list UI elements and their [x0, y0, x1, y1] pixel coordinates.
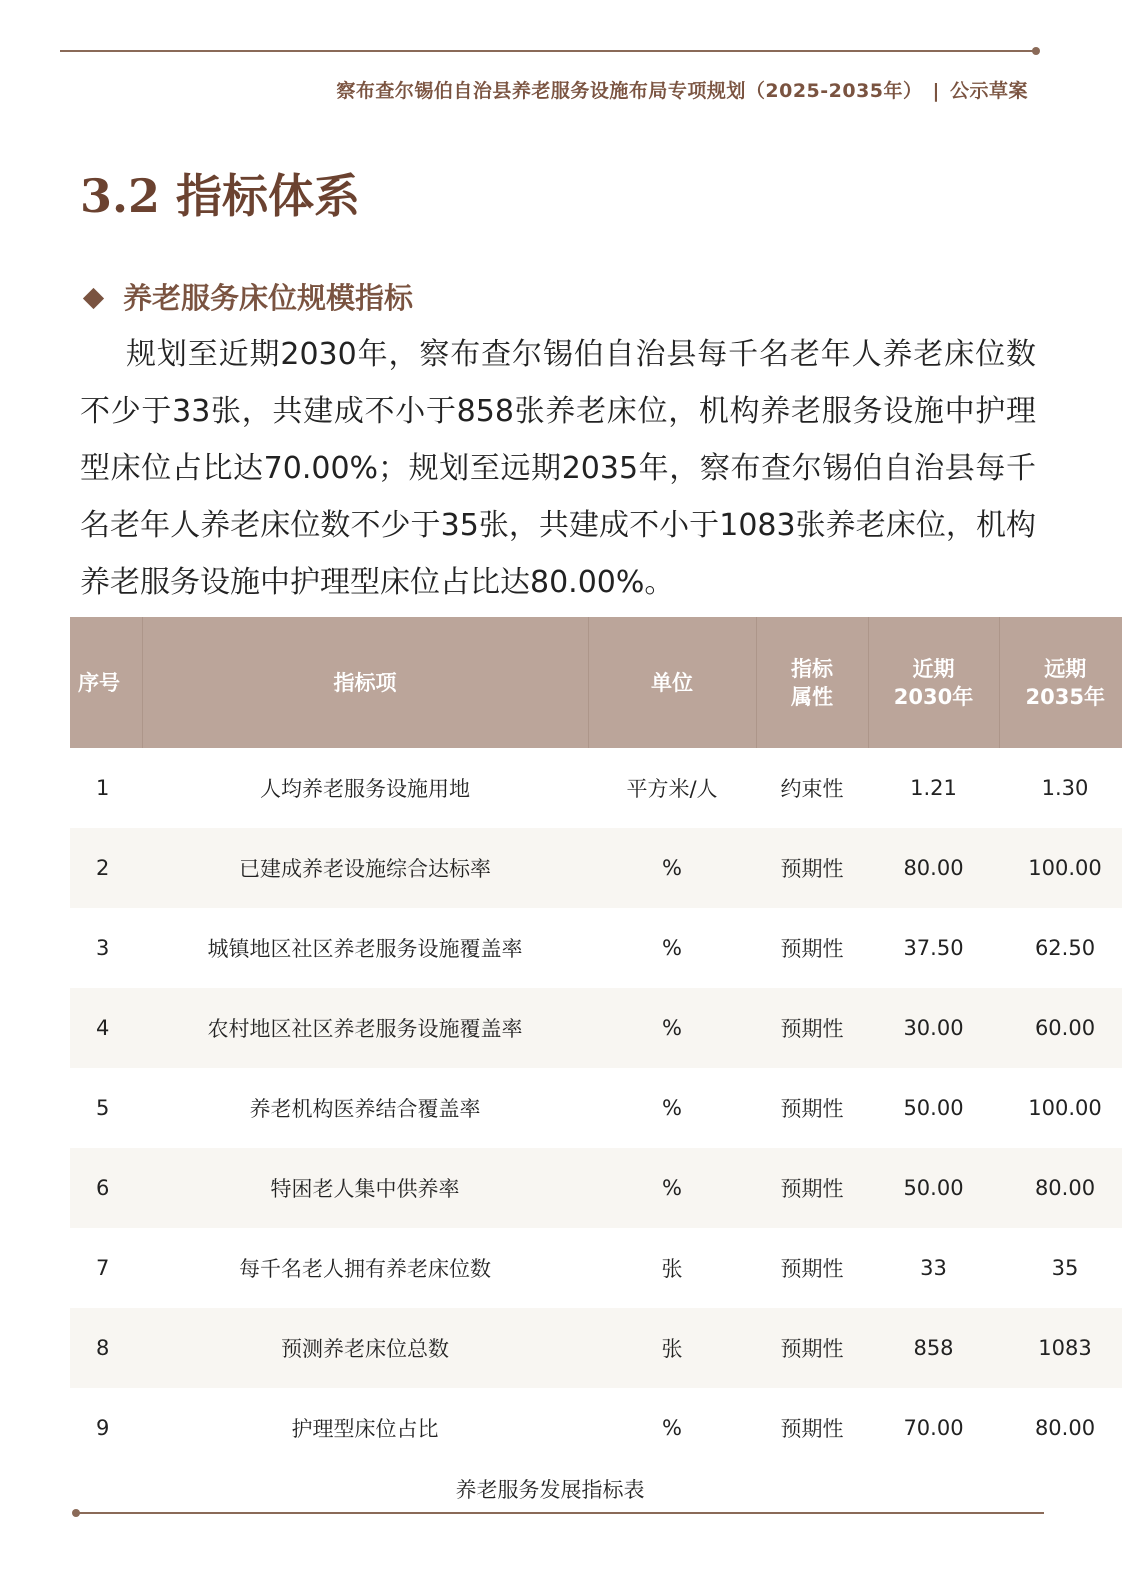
cell-item: 养老机构医养结合覆盖率: [249, 1097, 481, 1121]
cell-long-term: 35: [1051, 1256, 1079, 1280]
table-row: [70, 828, 1122, 908]
cell-no: 9: [96, 1416, 110, 1440]
header-long-term-line1: 远期: [1044, 656, 1087, 681]
cell-item: 每千名老人拥有养老床位数: [239, 1257, 491, 1281]
table-row: [70, 1068, 1122, 1148]
header-near-term-line1: 近期: [912, 656, 955, 681]
running-header-separator: |: [932, 80, 940, 102]
sub-heading-text: 养老服务床位规模指标: [123, 281, 414, 315]
top-rule: [60, 50, 1038, 52]
cell-long-term: 100.00: [999, 828, 1122, 908]
cell-near-term: 50.00: [903, 1096, 964, 1120]
rule-dot-icon: [1032, 47, 1040, 55]
cell-long-term: 1083: [999, 1308, 1122, 1388]
cell-attribute: 预期性: [780, 1257, 844, 1281]
cell-unit: %: [588, 988, 756, 1068]
cell-attribute: 预期性: [756, 828, 868, 908]
cell-unit: %: [662, 1416, 682, 1440]
cell-near-term: 80.00: [868, 828, 999, 908]
header-attribute-line2: 属性: [791, 684, 833, 709]
cell-item: 城镇地区社区养老服务设施覆盖率: [207, 937, 523, 961]
body-paragraph: 规划至近期2030年，察布查尔锡伯自治县每千名老年人养老床位数不少于33张，共建成不小于858张养老床位，机构养老服务设施中护理型床位占比达70.00%；规划至远期2035年，察布查尔锡伯自治县每千名老年人养老床位数不少于35张，共建成不小于1083张养老床位，机构养老服务设施中护理型床位占比达80.00%。: [80, 337, 1036, 600]
header-unit: 单位: [588, 617, 756, 748]
cell-unit: %: [588, 1148, 756, 1228]
cell-near-term: 50.00: [868, 1148, 999, 1228]
rule-dot-icon: [72, 1509, 80, 1517]
cell-attribute: 预期性: [756, 1148, 868, 1228]
cell-no: 4: [70, 988, 142, 1068]
section-title: 3.2 指标体系: [80, 169, 361, 223]
cell-no: 6: [70, 1148, 142, 1228]
cell-attribute: 预期性: [756, 988, 868, 1068]
cell-no: 7: [96, 1256, 110, 1280]
bottom-rule: [74, 1512, 1044, 1514]
cell-near-term: 70.00: [903, 1416, 964, 1440]
table-row: [70, 988, 1122, 1068]
cell-unit: %: [662, 936, 682, 960]
header-long-term-line2: 2035年: [1025, 684, 1105, 709]
cell-near-term: 30.00: [868, 988, 999, 1068]
table-row: [70, 1308, 1122, 1388]
cell-near-term: 37.50: [903, 936, 964, 960]
cell-attribute: 预期性: [756, 1308, 868, 1388]
cell-no: 2: [70, 828, 142, 908]
cell-long-term: 1.30: [1041, 776, 1089, 800]
cell-long-term: 100.00: [1028, 1096, 1102, 1120]
cell-no: 5: [96, 1096, 110, 1120]
table-row: [70, 908, 1122, 988]
running-header: [336, 76, 1028, 103]
header-near-term-line2: 2030年: [893, 684, 974, 709]
table-caption: 养老服务发展指标表: [455, 1478, 645, 1502]
cell-long-term: 60.00: [999, 988, 1122, 1068]
cell-unit: 平方米/人: [626, 777, 718, 801]
cell-unit: 张: [661, 1257, 683, 1281]
cell-item: 人均养老服务设施用地: [260, 777, 470, 801]
cell-attribute: 约束性: [780, 777, 844, 801]
cell-attribute: 预期性: [780, 1417, 844, 1441]
header-attribute: [756, 617, 868, 748]
header-near-term: [868, 617, 999, 748]
header-long-term: [999, 617, 1122, 748]
cell-long-term: 80.00: [999, 1148, 1122, 1228]
header-attribute-line1: 指标: [791, 656, 833, 681]
cell-no: 3: [96, 936, 110, 960]
running-header-status: 公示草案: [949, 80, 1028, 102]
running-header-title: 察布查尔锡伯自治县养老服务设施布局专项规划（2025-2035年）: [336, 80, 923, 102]
table-row: [70, 748, 1122, 828]
cell-no: 1: [96, 776, 110, 800]
cell-item: 预测养老床位总数: [142, 1308, 588, 1388]
cell-unit: 张: [588, 1308, 756, 1388]
table-row: [70, 1148, 1122, 1228]
cell-near-term: 858: [868, 1308, 999, 1388]
cell-near-term: 33: [920, 1256, 947, 1280]
table-header-row: [70, 617, 1122, 748]
cell-item: 已建成养老设施综合达标率: [142, 828, 588, 908]
header-no: 序号: [70, 617, 142, 748]
cell-near-term: 1.21: [910, 776, 957, 800]
cell-long-term: 80.00: [1034, 1416, 1096, 1440]
cell-attribute: 预期性: [780, 1097, 844, 1121]
cell-item: 特困老人集中供养率: [142, 1148, 588, 1228]
indicator-table: [70, 617, 1122, 1468]
cell-no: 8: [70, 1308, 142, 1388]
table-row: [70, 1388, 1122, 1468]
cell-unit: %: [588, 828, 756, 908]
diamond-bullet-icon: [83, 287, 104, 308]
cell-attribute: 预期性: [780, 937, 844, 961]
cell-long-term: 62.50: [1034, 936, 1096, 960]
cell-item: 农村地区社区养老服务设施覆盖率: [142, 988, 588, 1068]
sub-heading: [80, 276, 413, 317]
header-item: 指标项: [142, 617, 588, 748]
cell-item: 护理型床位占比: [291, 1417, 439, 1441]
table-row: [70, 1228, 1122, 1308]
cell-unit: %: [662, 1096, 682, 1120]
